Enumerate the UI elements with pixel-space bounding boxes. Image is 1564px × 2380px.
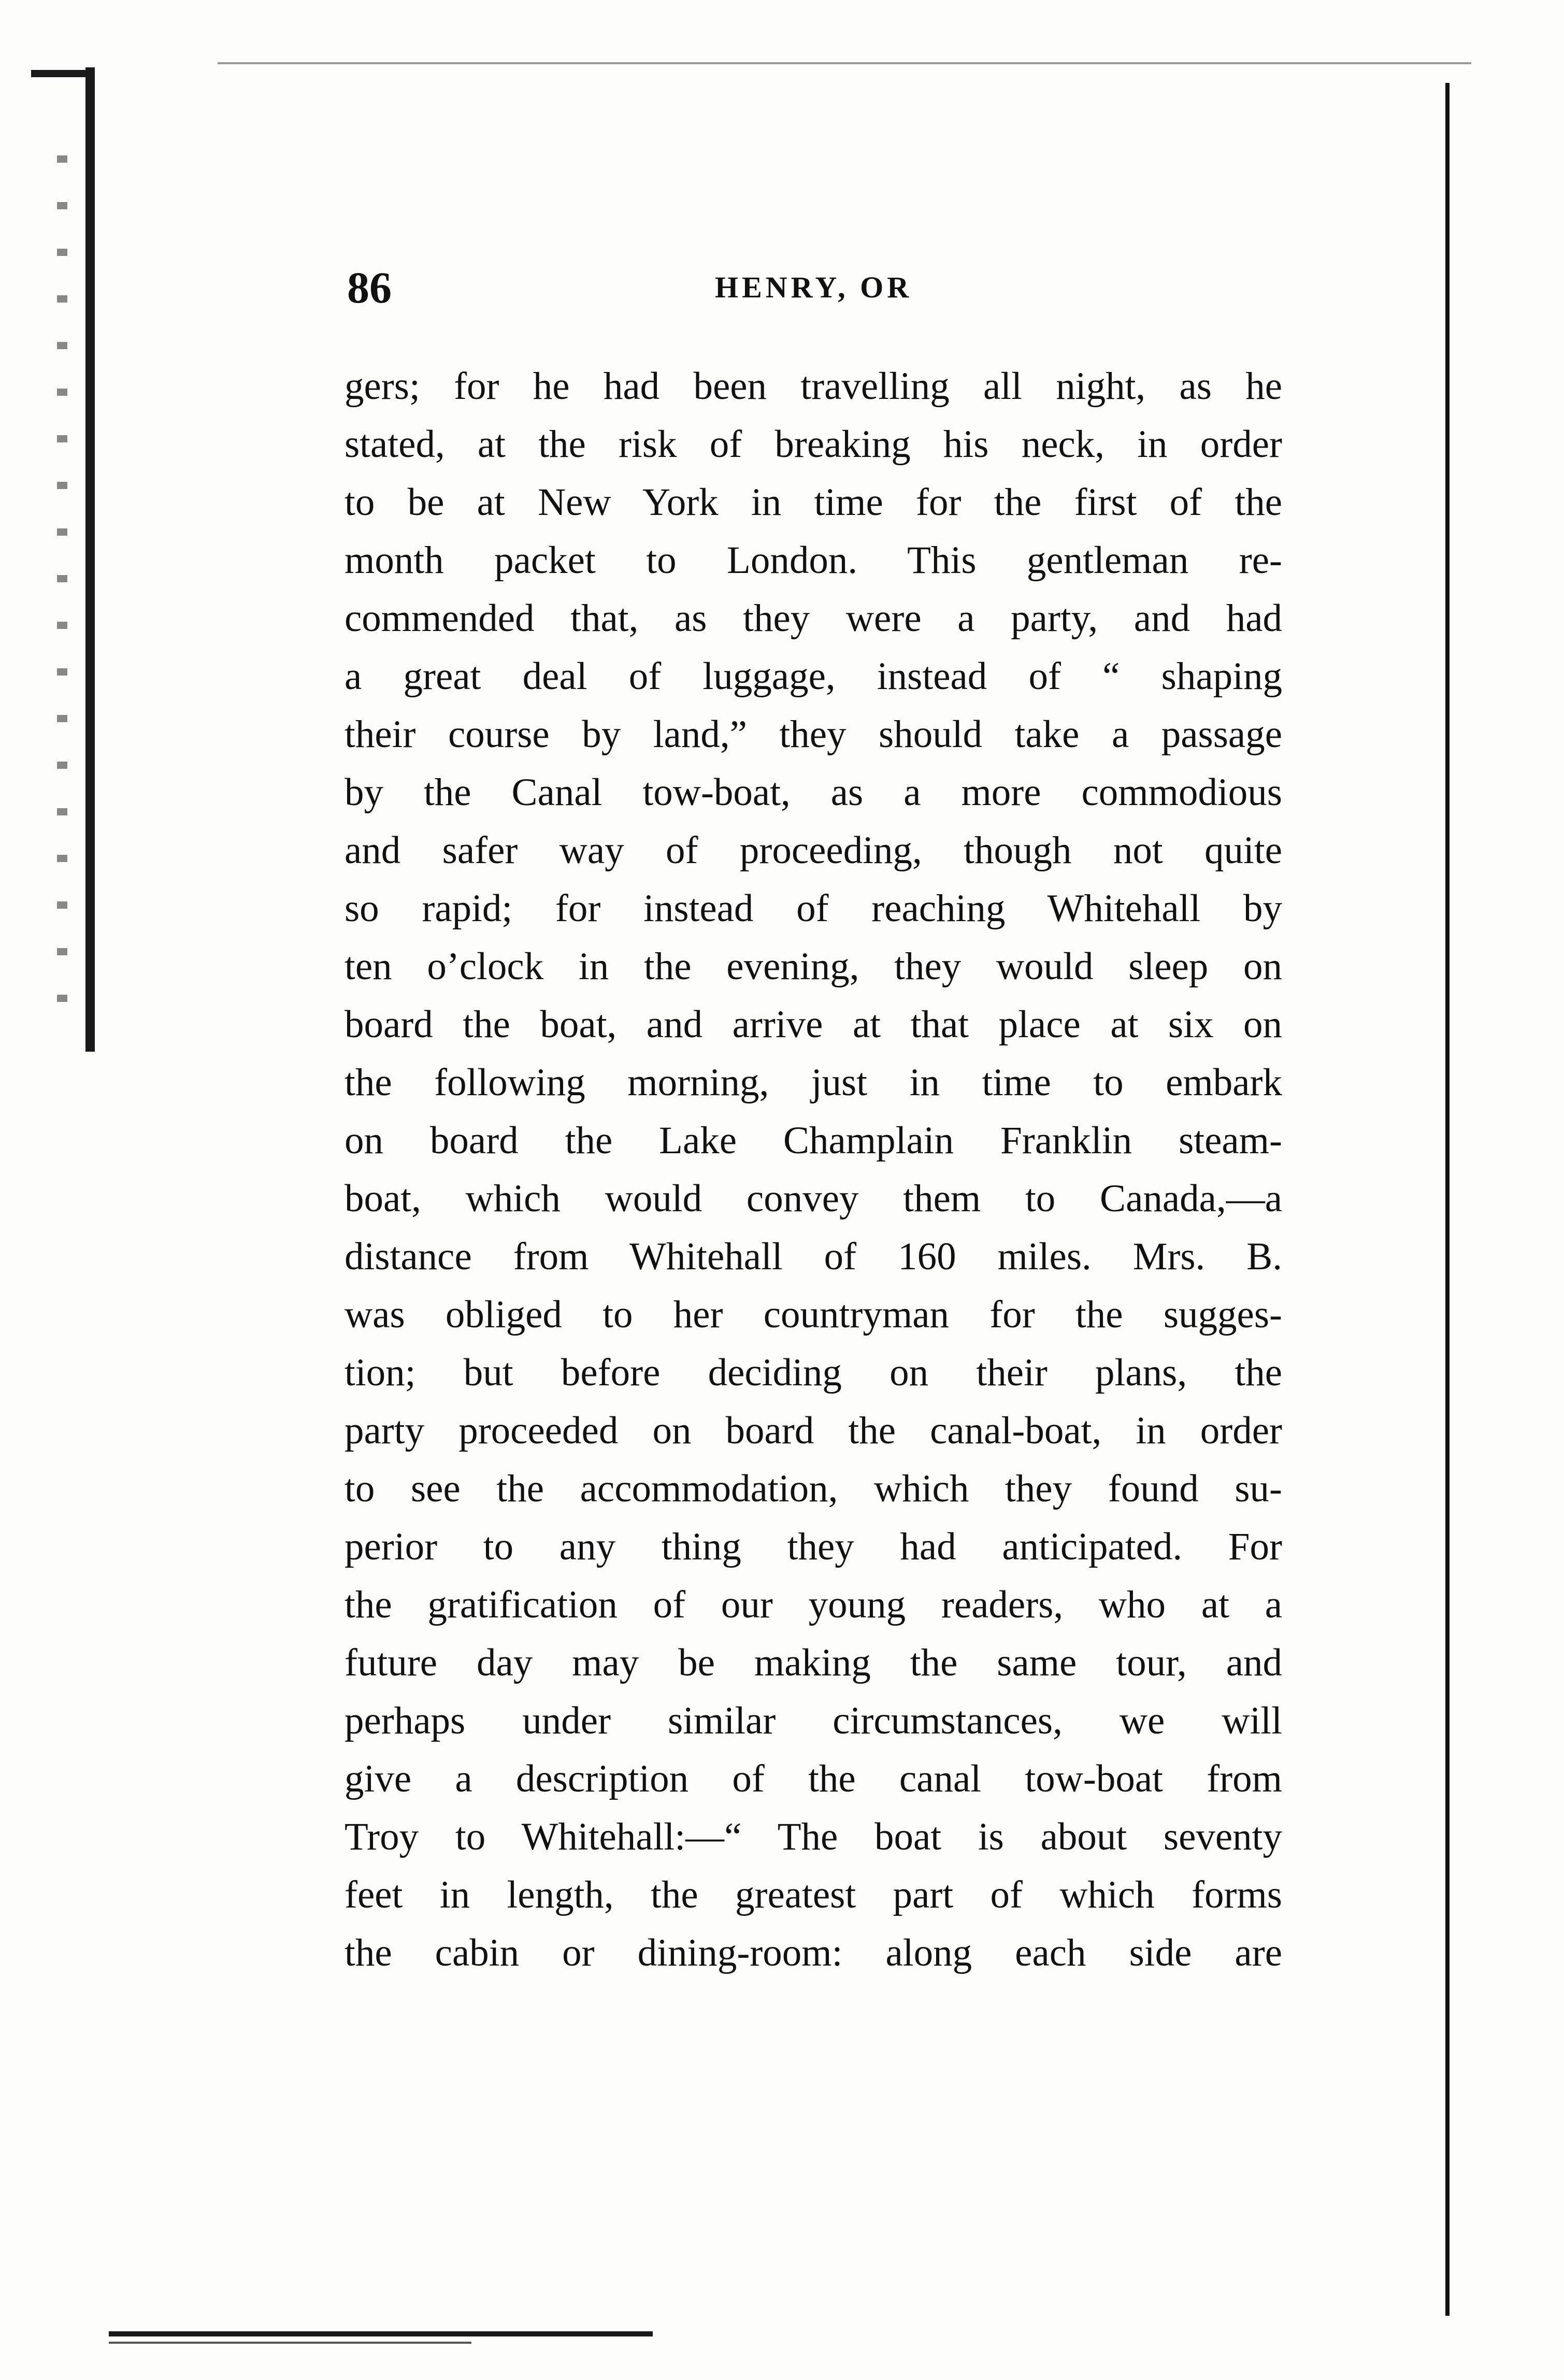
text-line: tion; but before deciding on their plans, the	[345, 1351, 1282, 1394]
text-line: give a description of the canal tow-boat from	[345, 1757, 1282, 1800]
text-line: to see the accommodation, which they found su-	[345, 1467, 1282, 1510]
text-line: on board the Lake Champlain Franklin steam-	[345, 1119, 1282, 1162]
text-line: stated, at the risk of breaking his neck, in order	[345, 423, 1282, 466]
text-line: party proceeded on board the canal-boat, in order	[345, 1409, 1282, 1452]
text-line: feet in length, the greatest part of which forms	[345, 1873, 1282, 1916]
text-line: and safer way of proceeding, though not quite	[345, 829, 1282, 872]
scan-right-border	[1445, 83, 1450, 2316]
text-line: perhaps under similar circumstances, we will	[345, 1699, 1282, 1742]
scan-bottom-border	[109, 2331, 653, 2336]
text-line: so rapid; for instead of reaching Whitehall by	[345, 887, 1282, 930]
text-line: the cabin or dining-room: along each side are	[345, 1931, 1282, 1974]
running-head: HENRY, OR	[715, 270, 913, 304]
text-line: board the boat, and arrive at that place at six on	[345, 1003, 1282, 1046]
text-line: the gratification of our young readers, who at a	[345, 1583, 1282, 1626]
text-line: perior to any thing they had anticipated. For	[345, 1525, 1282, 1568]
scan-bottom-border-thin	[109, 2342, 471, 2344]
text-line: ten o’clock in the evening, they would sleep on	[345, 945, 1282, 988]
text-line: by the Canal tow-boat, as a more commodious	[345, 771, 1282, 814]
text-line: their course by land,” they should take a passage	[345, 713, 1282, 756]
text-line: gers; for he had been travelling all night, as he	[345, 365, 1282, 408]
body-text	[345, 357, 1282, 1982]
text-line: was obliged to her countryman for the sugges-	[345, 1293, 1282, 1336]
scan-left-specks	[57, 155, 67, 1036]
text-line: Troy to Whitehall:—“ The boat is about seventy	[345, 1815, 1282, 1858]
scan-left-binding	[85, 67, 95, 1052]
scan-left-binding-top	[31, 70, 93, 77]
text-line: to be at New York in time for the first of the	[345, 481, 1282, 524]
text-line: commended that, as they were a party, and had	[345, 597, 1282, 640]
text-line: boat, which would convey them to Canada,—a	[345, 1177, 1282, 1220]
text-line: future day may be making the same tour, and	[345, 1641, 1282, 1684]
page-header	[347, 259, 1280, 316]
text-line: the following morning, just in time to embark	[345, 1061, 1282, 1104]
text-line: month packet to London. This gentleman re-	[345, 539, 1282, 582]
page-number: 86	[347, 263, 392, 312]
text-line: distance from Whitehall of 160 miles. Mrs. B.	[345, 1235, 1282, 1278]
scan-top-border	[218, 62, 1471, 64]
text-line: a great deal of luggage, instead of “ shaping	[345, 655, 1282, 698]
